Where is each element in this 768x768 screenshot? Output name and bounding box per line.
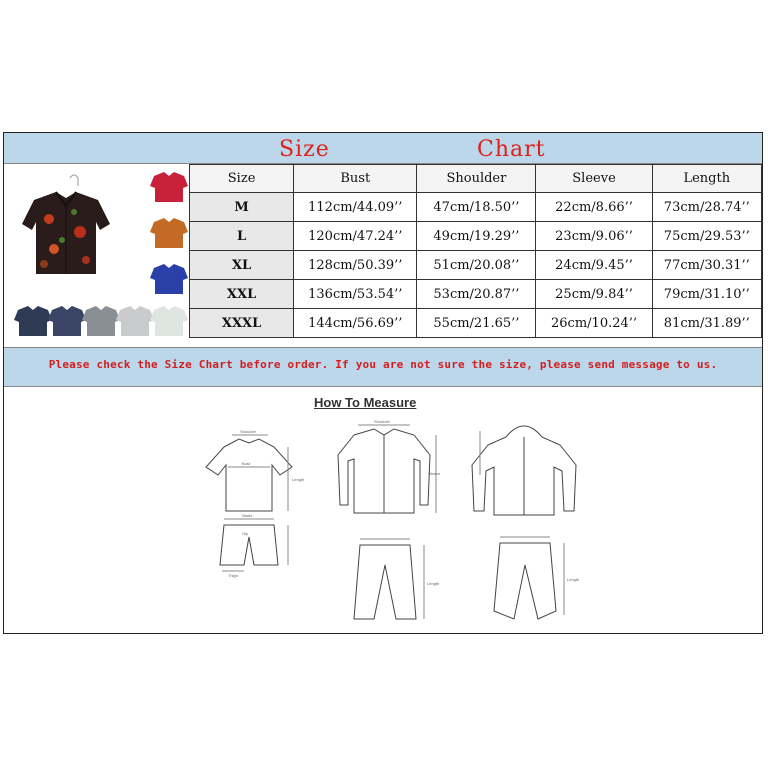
table-cell: 26cm/10.24’’: [536, 309, 652, 338]
tshirt-diagram-icon: [206, 435, 292, 511]
table-cell: 75cm/29.53’’: [652, 222, 761, 251]
shorts-diagram-icon: [220, 519, 288, 571]
table-cell: 47cm/18.50’’: [417, 193, 536, 222]
label-length: Length: [292, 477, 305, 482]
size-cell: XXL: [190, 280, 294, 309]
measure-diagrams: [184, 415, 594, 627]
table-cell: 53cm/20.87’’: [417, 280, 536, 309]
table-row: [190, 222, 762, 251]
label-length-3: Length: [567, 577, 580, 582]
size-cell: XXXL: [190, 309, 294, 338]
table-cell: 22cm/8.66’’: [536, 193, 652, 222]
table-cell: 55cm/21.65’’: [417, 309, 536, 338]
size-table: [189, 164, 762, 338]
label-thigh: Thigh: [228, 573, 239, 578]
label-length-2: Length: [427, 581, 440, 586]
title-band: [4, 133, 762, 164]
label-sleeve: Sleeve: [428, 471, 441, 476]
table-cell: 23cm/9.06’’: [536, 222, 652, 251]
table-cell: 144cm/56.69’’: [294, 309, 417, 338]
label-waist: Waist: [242, 513, 252, 518]
notice-text: Please check the Size Chart before order. If you are not sure the size, please send message to us.: [48, 358, 718, 371]
table-cell: 79cm/31.10’’: [652, 280, 761, 309]
table-cell: 49cm/19.29’’: [417, 222, 536, 251]
size-chart-frame: [3, 132, 763, 634]
header-cell: Size: [190, 165, 294, 193]
product-photo: [4, 164, 189, 345]
title-size: Size: [279, 137, 330, 162]
header-cell: Length: [652, 165, 761, 193]
table-cell: 77cm/30.31’’: [652, 251, 761, 280]
label-shoulder-2: Shoulder: [374, 419, 391, 424]
table-cell: 24cm/9.45’’: [536, 251, 652, 280]
table-cell: 81cm/31.89’’: [652, 309, 761, 338]
hoodie-diagram-icon: [472, 426, 576, 515]
main-shirt-icon: [22, 175, 110, 274]
joggers-diagram-icon: [494, 537, 564, 619]
table-cell: 25cm/9.84’’: [536, 280, 652, 309]
size-cell: M: [190, 193, 294, 222]
label-hip: Hip: [242, 531, 249, 536]
table-header-row: [190, 165, 762, 193]
table-cell: 136cm/53.54’’: [294, 280, 417, 309]
trousers-diagram-icon: [354, 539, 424, 619]
table-cell: 128cm/50.39’’: [294, 251, 417, 280]
table-cell: 120cm/47.24’’: [294, 222, 417, 251]
table-row: [190, 280, 762, 309]
size-cell: L: [190, 222, 294, 251]
title-chart: Chart: [477, 137, 546, 162]
table-row: [190, 193, 762, 222]
label-shoulder: Shoulder: [240, 429, 257, 434]
table-row: [190, 251, 762, 280]
notice-band: [4, 347, 762, 387]
dress-shirt-diagram-icon: [338, 425, 436, 513]
header-cell: Bust: [294, 165, 417, 193]
table-cell: 73cm/28.74’’: [652, 193, 761, 222]
table-cell: 112cm/44.09’’: [294, 193, 417, 222]
header-cell: Sleeve: [536, 165, 652, 193]
header-cell: Shoulder: [417, 165, 536, 193]
table-cell: 51cm/20.08’’: [417, 251, 536, 280]
measure-title: How To Measure: [314, 395, 417, 410]
table-row: [190, 309, 762, 338]
size-cell: XL: [190, 251, 294, 280]
label-bust: Bust: [242, 461, 251, 466]
